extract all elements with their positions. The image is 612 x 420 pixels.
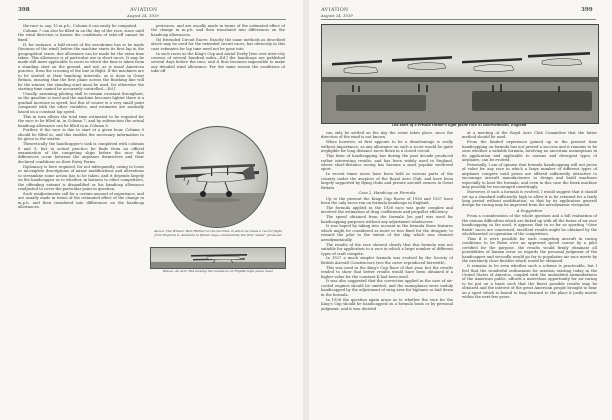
paragraph: It was hoped by taking into account in the formula those features which might be considered as more or less fixed for the designer, to reward the pilot to the extent of the ship which was cleanest aerodynamically. bbox=[321, 224, 453, 242]
left-page bbox=[0, 0, 303, 420]
paragraph: (b) Extended Circuit Races: Exactly the same methods as described above may be used for the extended circuit races, but obviously in this case estimates for lap time need not be gone into. bbox=[151, 37, 285, 51]
paragraph: If, for instance, a half-circuit of the aerodrome has to be made (because of the wind) before the machine starts its first lap in the geographical sense, due allowance can be made for the extra time taken. This allowance is of particular use in short races. It may be made still more applicable to races in which the time is taken from a standing start on the ground, and not, as is usual American practice, from the crossing of the line in flight. If the machines are to be started at their handicap intervals, as is done in Great Britain, insuring that the first plane across the finishing line will be the winner, the standing start must be used, for otherwise the starting time cannot be accurately controlled.—Ed.] bbox=[18, 42, 144, 92]
section-heading-formula: Case 2, Handicap on Formula bbox=[358, 190, 416, 196]
bottom-photo-caption: Below: An Avro 504 making the rounds at an English light plane meet bbox=[163, 269, 273, 273]
paragraph: Column 7 can also be filled in on the day of the race, since until the wind direction is known the conditions of take-off cannot be fixed. bbox=[18, 28, 144, 42]
top-photo-caption: Above: The Winner. Bert Hinkler in the machine in which he made a record flight from England to Australia in fifteen days—incidentally the first "Avian" produced bbox=[154, 229, 282, 237]
section-heading-suggestion: A Suggestion bbox=[516, 208, 543, 214]
paragraph: This form of handicapping has during the past decade produced rather interesting results, and has been widely used in England, where short-distance racing has become a most popular week-end sport. bbox=[321, 154, 453, 172]
paragraph: Such readjustments call for a certain amount of experience, and are usually made in terms of the estimated effect of the change in m.p.h. and then translated into differences on the handicap allowances. bbox=[18, 191, 144, 210]
right-page-number: 399 bbox=[581, 7, 593, 13]
left-column-2-text bbox=[151, 24, 285, 122]
race-start-photo bbox=[321, 24, 599, 124]
light-planes-on-field-illustration bbox=[322, 25, 598, 123]
right-running-title: AVIATION bbox=[321, 7, 349, 13]
paragraph: This was used in the King's Cup Race of that year, but the results tended to show that better results would have been obtained if a higher value for the constant K had been used. bbox=[321, 265, 453, 279]
avro-504-photo bbox=[150, 247, 286, 269]
left-column-1 bbox=[18, 24, 144, 414]
paragraph: Further, if the race is due to start at a given hour, Column 9 should be filled in, and this enables the necessary information to be given to the starter. bbox=[18, 128, 144, 142]
paragraph: The formula applied in the 1926 race was quite complex and involved the estimation of drag coefficients and propeller efficiency. bbox=[321, 205, 453, 215]
right-page bbox=[309, 0, 612, 420]
left-page-number: 398 bbox=[18, 7, 30, 13]
paragraph: The speed obtained from the formula [on par] was used for handicapping purposes without any adjustment whatsoever. bbox=[321, 215, 453, 224]
paragraph: The results of the race showed clearly that this formula was not suitable for application to a race in which a large number of different types of craft compete. bbox=[321, 242, 453, 256]
avian-aircraft-illustration bbox=[167, 127, 267, 227]
paragraph: can only be settled on the day the event takes place, since the direction of the wind is not known. bbox=[321, 131, 453, 140]
paragraph: It remains to be seen whether such a scheme is practicable, but I feel that the wonderful enthusiasm for aviation existing today in the United States of America, coupled with the undoubted airmindedness of the American public, affords a marvelous opportunity for air racing to be put on a basis such that the finest possible results may be obtained and the interest of the great American people brought to bear on a sport which is bound to leap forward to the place it justly merits within the next few years. bbox=[462, 264, 597, 300]
left-header-rule bbox=[18, 19, 286, 20]
paragraph: Diplomacy is here required, for not infrequently, owing to loose or incomplete descriptions of minor modifications and alterations to streamline some action has to be taken, and it depends largely on the handicapper as to whether, in fairness to other competitors, the offending entrant is disqualified or his handicap allowance readjusted to cover the particular point in question. bbox=[18, 164, 144, 192]
paragraph: Up to the present the Kings Cup Races of 1926 and 1927 have been the only races run on formula handicaps in England. bbox=[321, 196, 453, 205]
paragraph: In recent times races have been held in various parts of the country under the auspices of the Royal Aero Club, and have been largely supported by flying clubs and private aircraft owners in Great Britain. bbox=[321, 172, 453, 190]
race-start-caption: The start of a Private Owner's light plane race at Bournemouth, England bbox=[391, 123, 527, 127]
paragraph: Theoretically the handicapper's task is completed with columns 8 and 9, but in actual practice he finds from an official examination of the competing ships before the race that differences occur between the airplanes themselves and their declared conditions on their Entry Forms. bbox=[18, 142, 144, 164]
right-issue-date: August 24, 1929 bbox=[321, 13, 353, 18]
paragraph: This in turn allows the total time estimated to be required for the race to be filled in, in Column 7, and by subtraction the actual handicap allowance can be filled in in Column 8. bbox=[18, 114, 144, 128]
paragraph: When however, at first appears to be a disadvantage is really without importance, as any allowance on such a score would be quite negligible for long distance races flown in a closed circuit. bbox=[321, 140, 453, 154]
paragraph: the race is, say, 15 m.p.h., Column 6 can easily be computed. bbox=[23, 24, 138, 28]
paragraph: Moreover, if such a formula is evolved, I would suggest that it should set up a standard sufficiently high to allow it to be retained for a fairly long period without modification, so that by its application general design for racing may be improved from the aerodynamic viewpoint. bbox=[462, 190, 597, 208]
left-running-title: AVIATION bbox=[130, 7, 158, 13]
paragraph: Thus if it were possible for each competing aircraft in racing conditions to be flown over an approved speed course by a pilot certified for the purpose, the results would firmly eliminate all possibilities of human error as regards the personal judgment of the handicapper and secondly would go far to popularize air race meets by the extremely close finishes which would be obtained. bbox=[462, 236, 597, 264]
left-issue-date: August 24, 1929 bbox=[127, 13, 159, 18]
paragraph: It was also suggested that the correction applied in the case of air-cooled engines should be omitted, and the monoplanes were unduly handicapped by the adjustment of wing area for biplanes as laid down in the formula. bbox=[321, 279, 453, 297]
right-column-2 bbox=[462, 131, 597, 414]
paragraph: Usually, assuming piloting skill to remain constant throughout, as the gasoline is used and the machine becomes lighter there is a gradual increase in speed, but this of course is a very small point compared with the other variables, and estimates are normally based on a constant lap speed. bbox=[18, 91, 144, 114]
paragraph: In 1927 a much simpler formula was evolved by the Society of British Aircraft Constructors (see the curve reproduced herewith). bbox=[321, 256, 453, 265]
right-header-rule bbox=[321, 19, 596, 20]
paragraph: From the limited experience gained up to the present time handicapping on formula has not proved a success and it remains to be seen whether a suitable formula, involving no uncertain assumptions in its application and applicable to various and divergent types of airplanes, can be evolved. bbox=[462, 140, 597, 163]
paragraph: Personally, I am of opinion that formula handicapping will not prove of value for any race in which a large number of different types of airplanes compete until prizes are offered sufficiently attractive to encourage aircraft manufacturers to design and build machines especially to beat the formula, and even in this case the freak machine may possibly be encouraged unwittingly. bbox=[462, 162, 597, 190]
paragraph: at a meeting of the Royal Aero Club Committee that the latter method should be used. bbox=[462, 131, 597, 140]
paragraph: periences, and are usually made in terms of the estimated effect of the change in m.p.h. and then translated into differences on the handicap allowances. bbox=[151, 24, 285, 37]
right-column-1 bbox=[321, 131, 453, 414]
avro-biplane-illustration bbox=[151, 248, 285, 268]
paragraph: In such races as the King's Cup and Aerial Derby [two over inter-city courses of several hundred miles—Ed.] the handicaps are published several days before the race, and it thus becomes impossible to make any detailed wind allowance. For the same reason the conditions of take-off bbox=[151, 51, 285, 74]
paragraph: In 1928 the question again arose as to whether the race for the King's Cup should be handicapped on a formula basis or by personal judgment, and it was decided bbox=[321, 297, 453, 311]
paragraph: From a consideration of the whole question and a full realization of the various difficulties which are linked up with all the forms of air race handicapping so far used, it appears that in so far as sporting "close finish" races are concerned, excellent results might be obtained by the wholehearted co-operation of the competitors. bbox=[462, 214, 597, 237]
hinkler-avian-photo bbox=[166, 126, 268, 228]
